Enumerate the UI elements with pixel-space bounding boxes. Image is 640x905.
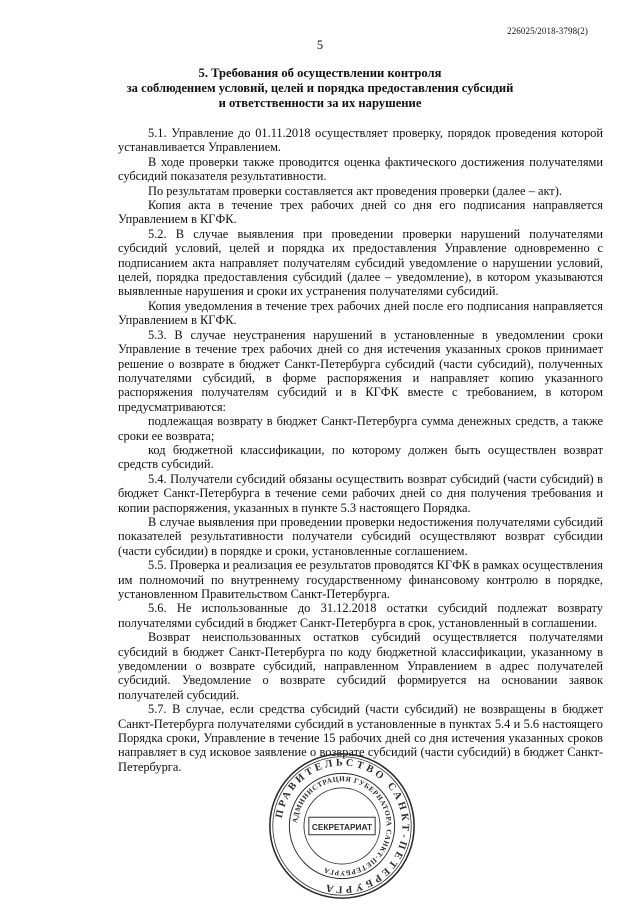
document-id: 226025/2018-3798(2)	[507, 26, 588, 36]
paragraph: Копия уведомления в течение трех рабочих дней после его подписания направляется Управлением в КГФК.	[118, 298, 603, 328]
paragraph: 5.3. В случае неустранения нарушений в установленные в уведомлении сроки Управление в течение трех рабочих дней со дня истечения указанных сроков принимает решение о возврате в бюджет Санкт-Петербурга субсидий (части субсидий), полученных получателями субсидий, в форме распоряжения и направляет копию указанного распоряжения получателям субсидий и в КГФК вместе с требованием, в котором предусматриваются:	[118, 327, 603, 414]
stamp-inner-text: АДМИНИСТРАЦИЯ ГУБЕРНАТОРА САНКТ-ПЕТЕРБУРГА	[291, 775, 393, 877]
heading-line-3: и ответственности за их нарушение	[218, 96, 422, 110]
paragraph: код бюджетной классификации, по которому должен быть осуществлен возврат средств субсидий.	[118, 442, 603, 472]
paragraph: 5.7. В случае, если средства субсидий (части субсидий) не возвращены в бюджет Санкт-Петербурга получателями субсидий в установленные в пунктах 5.4 и 5.6 настоящего Порядка сроки, Управление в течение 15 рабочих дней со дня истечения указанных сроков направляет в суд исковое заявление о возврате субсидий (части субсидий) в бюджет Санкт-Петербурга.	[118, 702, 603, 774]
paragraph: В случае выявления при проведении проверки недостижения получателями субсидий показателей результативности получатели субсидий осуществляют возврат субсидии (части субсидии) в порядке и сроки, установленные соглашением.	[118, 514, 603, 558]
secretariat-stamp	[264, 748, 420, 904]
paragraph: 5.5. Проверка и реализация ее результатов проводятся КГФК в рамках осуществления им полномочий по внутреннему государственному финансовому контролю в порядке, установленном Правительством Санкт-Петербурга.	[118, 558, 603, 601]
heading-line-2: за соблюдением условий, целей и порядка предоставления субсидий	[126, 81, 514, 95]
paragraph: 5.4. Получатели субсидий обязаны осуществить возврат субсидий (части субсидий) в бюджет Санкт-Петербурга в течение семи рабочих дней со дня получения требования и копии распоряжения, указанных в пункте 5.3 настоящего Порядка.	[118, 471, 603, 515]
stamp-outer-text: ПРАВИТЕЛЬСТВО САНКТ-ПЕТЕРБУРГА	[273, 757, 411, 895]
section-heading	[70, 66, 570, 111]
document-body	[118, 126, 603, 774]
paragraph: 5.2. В случае выявления при проведении проверки нарушений получателями субсидий условий, целей и порядка их предоставления Управление одновременно с подписанием акта направляет получателям субсидий уведомление о нарушении условий, целей, порядка предоставления субсидий (далее – уведомление), в котором указываются выявленные нарушения и сроки их устранения получателями субсидий.	[118, 226, 603, 299]
paragraph: В ходе проверки также проводится оценка фактического достижения получателями субсидий показателя результативности.	[118, 154, 603, 184]
paragraph: Возврат неиспользованных остатков субсидий осуществляется получателями субсидий в бюджет Санкт-Петербурга по коду бюджетной классификации, указанному в уведомлении о возврате субсидий, направленном Управлением в адрес получателей субсидий. Уведомление о возврате субсидий формируется на основании заявок получателей субсидий.	[118, 630, 603, 702]
page-number: 5	[316, 38, 324, 52]
paragraph: 5.6. Не использованные до 31.12.2018 остатки субсидий подлежат возврату получателями субсидий в бюджет Санкт-Петербурга в срок, установленный в соглашении.	[118, 601, 603, 630]
heading-line-1: 5. Требования об осуществлении контроля	[198, 66, 442, 80]
paragraph: По результатам проверки составляется акт проведения проверки (далее – акт).	[148, 183, 562, 198]
paragraph: 5.1. Управление до 01.11.2018 осуществляет проверку, порядок проведения которой устанавливается Управлением.	[118, 126, 603, 155]
paragraph: Копия акта в течение трех рабочих дней со дня его подписания направляется Управлением в КГФК.	[118, 198, 603, 227]
paragraph: подлежащая возврату в бюджет Санкт-Петербурга сумма денежных средств, а также сроки ее возврата;	[118, 414, 603, 443]
stamp-center-text: СЕКРЕТАРИАТ	[311, 822, 373, 832]
